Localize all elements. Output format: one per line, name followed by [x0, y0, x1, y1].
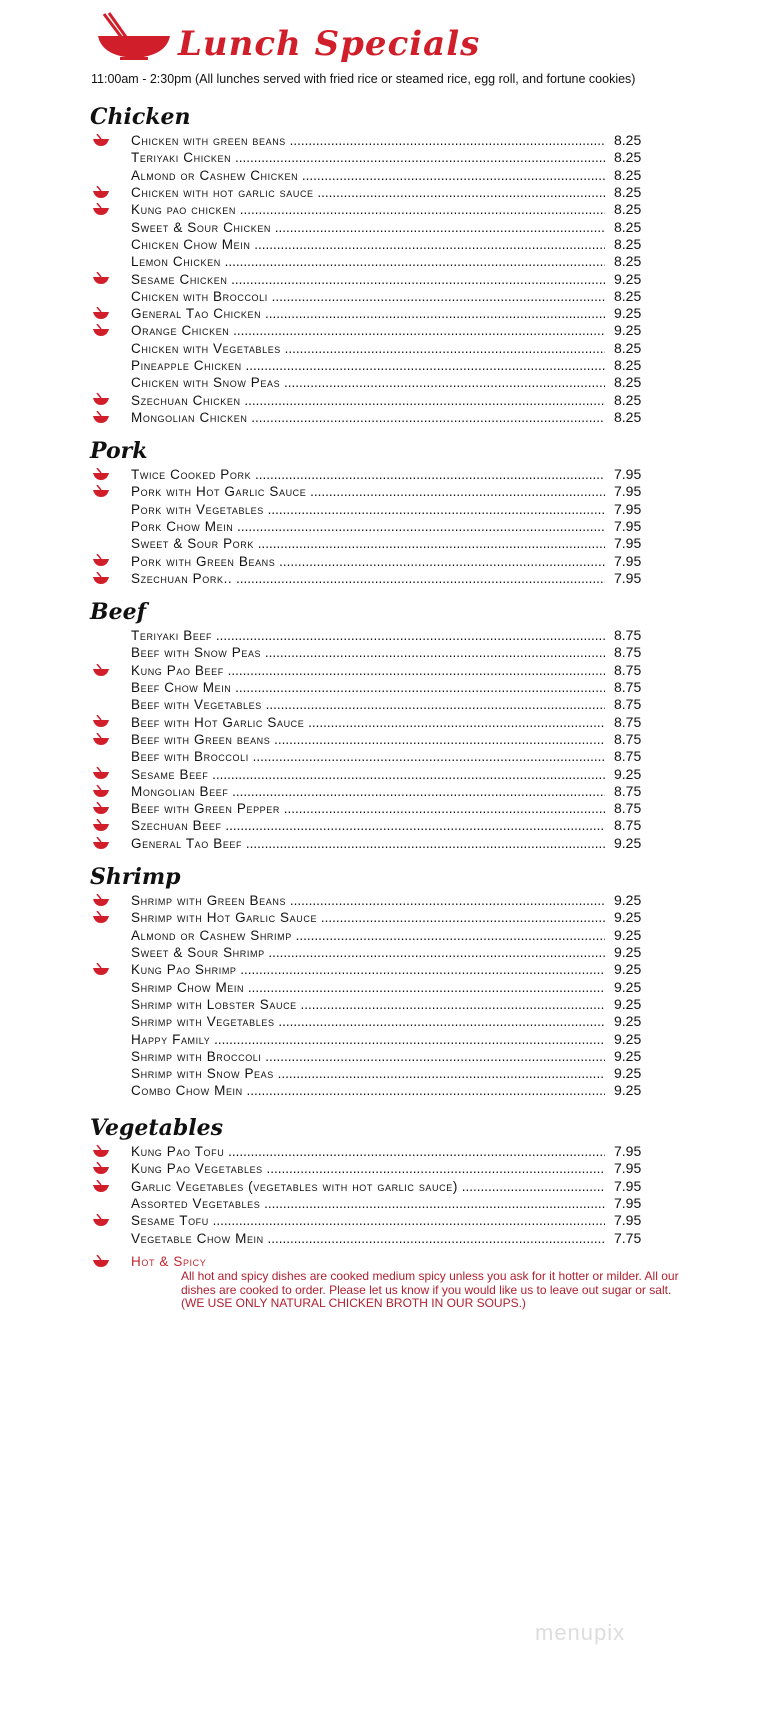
menu-item-name: Beef with Green beans .....: [131, 731, 605, 748]
menu-item: [0, 1143, 768, 1160]
menu-item: [0, 374, 768, 391]
menu-item-price: 8.25: [614, 374, 642, 391]
menu-item: [0, 713, 768, 730]
hot-spicy-label: Hot & Spicy: [131, 1254, 207, 1269]
menu-item-name: Pork with Vegetables .....: [131, 501, 605, 518]
menu-item: [0, 132, 768, 149]
menu-item-price: 9.25: [614, 765, 642, 782]
menu-item-price: 9.25: [614, 944, 642, 961]
menu-item-price: 8.75: [614, 696, 642, 713]
menu-item-name: Sesame Tofu .....: [131, 1212, 605, 1229]
menu-section-beef: [0, 599, 768, 852]
menu-item-price: 8.25: [614, 149, 642, 166]
menu-item-name: Happy Family .....: [131, 1031, 605, 1048]
section-title: Chicken: [90, 104, 191, 130]
menu-item: [0, 731, 768, 748]
menu-item: [0, 800, 768, 817]
menu-item-price: 7.95: [614, 535, 642, 552]
bowl-chopsticks-logo-icon: [96, 12, 172, 62]
menu-item-price: 9.25: [614, 1013, 642, 1030]
menu-item-name: Kung Pao Tofu .....: [131, 1143, 605, 1160]
spicy-bowl-icon: [92, 1180, 110, 1193]
menu-item-price: 7.95: [614, 552, 642, 569]
spicy-bowl-icon: [92, 963, 110, 976]
menu-item: [0, 218, 768, 235]
menu-item: [0, 570, 768, 587]
menu-item-price: 9.25: [614, 909, 642, 926]
menu-item: [0, 409, 768, 426]
menu-item-price: 9.25: [614, 961, 642, 978]
menu-item-price: 9.25: [614, 995, 642, 1012]
spicy-bowl-icon: [92, 837, 110, 850]
menu-item-price: 8.25: [614, 287, 642, 304]
menu-item-name: Teriyaki Beef .....: [131, 627, 605, 644]
section-title: Vegetables: [90, 1115, 223, 1141]
menu-item-price: 7.95: [614, 1195, 642, 1212]
menu-item-name: Lemon Chicken .....: [131, 253, 605, 270]
menu-item-price: 8.75: [614, 661, 642, 678]
spicy-bowl-icon: [92, 1255, 110, 1268]
menu-item: [0, 1013, 768, 1030]
menu-item-name: Combo Chow Mein .....: [131, 1082, 605, 1099]
menu-section-chicken: [0, 104, 768, 426]
menu-item: [0, 253, 768, 270]
menu-item-price: 9.25: [614, 305, 642, 322]
menu-item: [0, 961, 768, 978]
menupix-watermark: menupix: [535, 1620, 626, 1645]
menu-item: [0, 518, 768, 535]
spicy-bowl-icon: [92, 767, 110, 780]
menu-item: [0, 357, 768, 374]
menu-item-name: Kung Pao Vegetables .....: [131, 1160, 605, 1177]
menu-item-name: Sweet & Sour Pork .....: [131, 535, 605, 552]
menu-item-price: 8.75: [614, 730, 642, 747]
menu-item-name: Shrimp with Green Beans .....: [131, 892, 605, 909]
menu-item-name: Shrimp with Broccoli .....: [131, 1048, 605, 1065]
menu-item-name: Chicken with Broccoli .....: [131, 288, 605, 305]
menu-item-name: General Tao Chicken .....: [131, 305, 605, 322]
menu-item-name: Beef with Green Pepper .....: [131, 800, 605, 817]
menu-item: [0, 696, 768, 713]
menu-item: [0, 1178, 768, 1195]
spicy-bowl-icon: [92, 324, 110, 337]
menu-item: [0, 340, 768, 357]
menu-item-price: 7.95: [614, 518, 642, 535]
menu-item-price: 7.95: [614, 1160, 642, 1177]
spicy-bowl-icon: [92, 1162, 110, 1175]
menu-item-price: 9.25: [614, 834, 642, 851]
menu-item-name: Chicken with Vegetables .....: [131, 340, 605, 357]
menu-section-vegetables: [0, 1115, 768, 1247]
menu-item-name: Beef with Vegetables .....: [131, 696, 605, 713]
menu-item-price: 8.75: [614, 627, 642, 644]
menu-item: [0, 662, 768, 679]
menu-item-price: 8.25: [614, 408, 642, 425]
menu-item-name: Szechuan Beef .....: [131, 817, 605, 834]
menu-item-price: 8.25: [614, 132, 642, 149]
menu-item-price: 8.25: [614, 357, 642, 373]
menu-item: [0, 679, 768, 696]
menu-item-name: Chicken with Snow Peas .....: [131, 374, 605, 391]
spicy-bowl-icon: [92, 572, 110, 585]
menu-item: [0, 748, 768, 765]
spicy-bowl-icon: [92, 272, 110, 285]
menu-item-price: 7.95: [614, 1143, 642, 1160]
menu-item: [0, 1065, 768, 1082]
menu-item-name: Shrimp with Vegetables .....: [131, 1013, 605, 1030]
menu-item: [0, 149, 768, 166]
menu-item: [0, 535, 768, 552]
spicy-bowl-icon: [92, 307, 110, 320]
menu-item: [0, 201, 768, 218]
menu-item-price: 9.25: [614, 1047, 642, 1064]
menu-item-price: 8.75: [614, 817, 642, 834]
section-title: Shrimp: [90, 864, 181, 890]
spicy-bowl-icon: [92, 894, 110, 907]
hot-spicy-note: All hot and spicy dishes are cooked medium spicy unless you ask for it hotter or milder. All our dishes are cooked to order. Please let us know if you would like us to leave out sugar or salt. (WE USE ONLY NATURAL CHICKEN BROTH IN OUR SOUPS.): [181, 1269, 679, 1310]
spicy-bowl-icon: [92, 1214, 110, 1227]
menu-item-price: 8.75: [614, 748, 642, 765]
menu-item: [0, 927, 768, 944]
menu-item-price: 8.75: [614, 782, 642, 799]
menu-item-name: Beef with Snow Peas .....: [131, 644, 605, 661]
menu-item-price: 7.95: [614, 500, 642, 517]
menu-item-name: Sesame Chicken .....: [131, 271, 605, 288]
menu-item-price: 8.25: [614, 184, 642, 201]
spicy-bowl-icon: [92, 802, 110, 815]
menu-item-name: Assorted Vegetables .....: [131, 1195, 605, 1212]
menu-item-price: 8.25: [614, 339, 642, 356]
spicy-bowl-icon: [92, 664, 110, 677]
menu-item-price: 9.25: [614, 892, 642, 909]
menu-item-name: Vegetable Chow Mein .....: [131, 1230, 605, 1247]
menu-item: [0, 944, 768, 961]
menu-item: [0, 1212, 768, 1229]
menu-item-price: 9.25: [614, 270, 642, 287]
menu-item-price: 8.75: [614, 679, 642, 696]
section-title: Beef: [90, 599, 147, 625]
menu-item: [0, 483, 768, 500]
spicy-bowl-icon: [92, 468, 110, 481]
menu-item-price: 8.75: [614, 713, 642, 730]
menu-item: [0, 627, 768, 644]
menu-item-name: Beef Chow Mein .....: [131, 679, 605, 696]
menu-item: [0, 501, 768, 518]
menu-item-price: 9.25: [614, 978, 642, 995]
menu-section-shrimp: [0, 864, 768, 1100]
spicy-bowl-icon: [92, 819, 110, 832]
spicy-bowl-icon: [92, 1145, 110, 1158]
menu-item-name: Almond or Cashew Shrimp .....: [131, 927, 605, 944]
menu-item-name: Shrimp with Lobster Sauce .....: [131, 996, 605, 1013]
menu-item: [0, 184, 768, 201]
spicy-bowl-icon: [92, 715, 110, 728]
menu-item: [0, 835, 768, 852]
menu-item: [0, 892, 768, 909]
menu-item: [0, 783, 768, 800]
menu-item-name: Sweet & Sour Chicken .....: [131, 219, 605, 236]
menu-item-name: Beef with Hot Garlic Sauce .....: [131, 714, 605, 731]
menu-item-name: Mongolian Chicken .....: [131, 409, 605, 426]
menu-item: [0, 167, 768, 184]
menu-item: [0, 644, 768, 661]
spicy-bowl-icon: [92, 134, 110, 147]
menu-item-name: Almond or Cashew Chicken .....: [131, 167, 605, 184]
menu-item-name: Shrimp Chow Mein .....: [131, 979, 605, 996]
menu-item-name: Chicken Chow Mein .....: [131, 236, 605, 253]
menu-item-price: 8.75: [614, 800, 642, 817]
menu-item-price: 8.25: [614, 166, 642, 183]
menu-item-name: General Tao Beef .....: [131, 835, 605, 852]
menu-item-name: Kung Pao Beef .....: [131, 662, 605, 679]
menu-item: [0, 466, 768, 483]
spicy-bowl-icon: [92, 911, 110, 924]
menu-item-name: Garlic Vegetables (vegetables with hot garlic sauce) .....: [131, 1178, 605, 1195]
menu-item: [0, 288, 768, 305]
lunch-hours-subtitle: 11:00am - 2:30pm (All lunches served with fried rice or steamed rice, egg roll, and fortune cookies): [91, 72, 636, 86]
menu-item-name: Kung pao chicken .....: [131, 201, 605, 218]
menu-item-name: Twice Cooked Pork .....: [131, 466, 605, 483]
menu-item-price: 8.25: [614, 201, 642, 218]
menu-item: [0, 978, 768, 995]
menu-item: [0, 391, 768, 408]
menu-item-name: Orange Chicken .....: [131, 322, 605, 339]
menu-item-price: 8.25: [614, 235, 642, 252]
menu-item-price: 7.75: [614, 1229, 642, 1246]
menu-item-price: 9.25: [614, 926, 642, 943]
section-title: Pork: [90, 438, 148, 464]
menu-item-price: 9.25: [614, 322, 642, 339]
menu-item-name: Kung Pao Shrimp .....: [131, 961, 605, 978]
menu-item: [0, 1195, 768, 1212]
menu-item: [0, 996, 768, 1013]
menu-item-name: Mongolian Beef .....: [131, 783, 605, 800]
menu-item-price: 7.95: [614, 569, 642, 586]
menu-item-name: Chicken with hot garlic sauce .....: [131, 184, 605, 201]
menu-item-price: 9.25: [614, 1082, 642, 1099]
menu-item: [0, 1082, 768, 1099]
menu-item: [0, 817, 768, 834]
menu-item-price: 7.95: [614, 466, 642, 483]
menu-item-price: 7.95: [614, 1212, 642, 1229]
menu-item-name: Pineapple Chicken .....: [131, 357, 605, 374]
menu-item-price: 8.25: [614, 253, 642, 270]
spicy-bowl-icon: [92, 554, 110, 567]
menu-item: [0, 270, 768, 287]
menu-item: [0, 1160, 768, 1177]
menu-item-name: Shrimp with Snow Peas .....: [131, 1065, 605, 1082]
menu-item-name: Shrimp with Hot Garlic Sauce .....: [131, 909, 605, 926]
menu-item-name: Teriyaki Chicken .....: [131, 149, 605, 166]
menu-item-price: 8.25: [614, 391, 642, 408]
menu-item-name: Pork with Hot Garlic Sauce .....: [131, 483, 605, 500]
menu-item-name: Sweet & Sour Shrimp .....: [131, 944, 605, 961]
spicy-bowl-icon: [92, 485, 110, 498]
menu-item: [0, 1030, 768, 1047]
spicy-bowl-icon: [92, 393, 110, 406]
spicy-bowl-icon: [92, 785, 110, 798]
menu-item: [0, 909, 768, 926]
spicy-bowl-icon: [92, 411, 110, 424]
menu-section-pork: [0, 438, 768, 587]
menu-item-price: 9.25: [614, 1065, 642, 1082]
menu-item-name: Pork with Green Beans .....: [131, 553, 605, 570]
menu-item: [0, 305, 768, 322]
menu-item-name: Pork Chow Mein .....: [131, 518, 605, 535]
menu-item-price: 8.25: [614, 218, 642, 235]
menu-item: [0, 552, 768, 569]
menu-item-price: 9.25: [614, 1030, 642, 1047]
menu-item-name: Chicken with green beans .....: [131, 132, 605, 149]
menu-item: [0, 1048, 768, 1065]
spicy-bowl-icon: [92, 186, 110, 199]
page-title: Lunch Specials: [178, 24, 481, 64]
menu-item-name: Szechuan Chicken .....: [131, 392, 605, 409]
menu-item-name: Szechuan Pork.. .....: [131, 570, 605, 587]
menu-item: [0, 322, 768, 339]
menu-item-price: 7.95: [614, 483, 642, 500]
menu-item-name: Sesame Beef .....: [131, 766, 605, 783]
menu-item-name: Beef with Broccoli .....: [131, 748, 605, 765]
spicy-bowl-icon: [92, 733, 110, 746]
menu-item-price: 7.95: [614, 1177, 642, 1194]
menu-item: [0, 236, 768, 253]
spicy-bowl-icon: [92, 203, 110, 216]
menu-item-price: 8.75: [614, 644, 642, 661]
menu-item: [0, 1229, 768, 1246]
menu-item: [0, 765, 768, 782]
